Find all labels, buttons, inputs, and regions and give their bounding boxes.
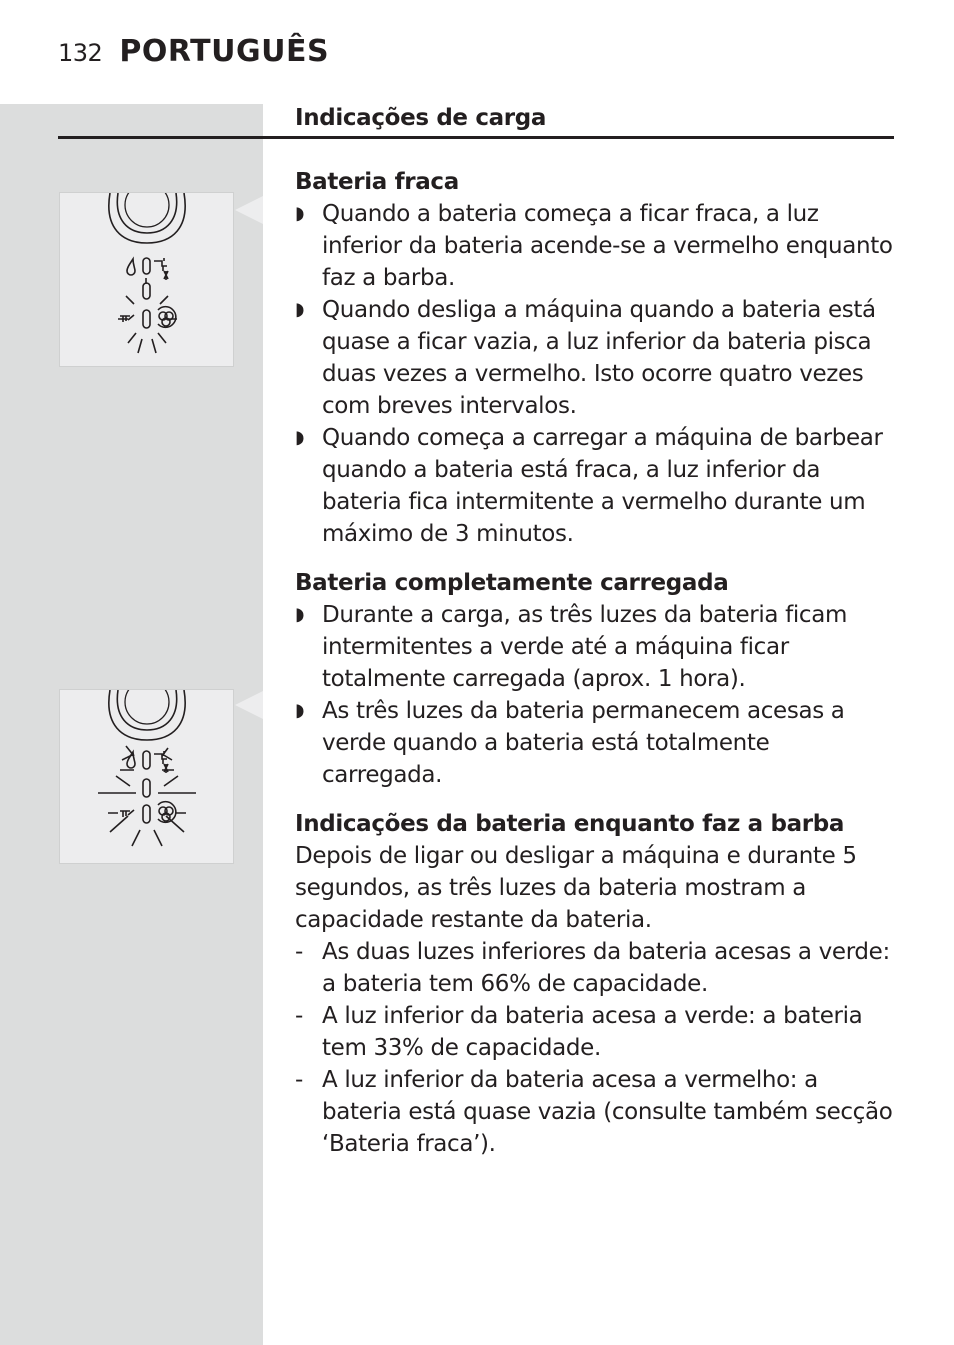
- list-item-text: As duas luzes inferiores da bateria acesas a verde: a bateria tem 66% de capacidade.: [322, 939, 890, 997]
- list-item: [295, 422, 895, 550]
- dash-marker: -: [295, 939, 303, 965]
- shaving-indication-block: [295, 808, 895, 1160]
- list-item-text: Quando desliga a máquina quando a bateria está quase a ficar vazia, a luz inferior da bateria pisca duas vezes a vermelho. Isto ocorre quatro vezes com breves intervalos.: [322, 297, 876, 419]
- full-battery-heading: Bateria completamente carregada: [295, 570, 729, 596]
- section-title: Indicações de carga: [295, 105, 547, 131]
- list-item-text: A luz inferior da bateria acesa a vermelho: a bateria está quase vazia (consulte também secção ‘Bateria fraca’).: [322, 1067, 893, 1157]
- list-item-text: Durante a carga, as três luzes da bateria ficam intermitentes a verde até a máquina ficar totalmente carregada (aprox. 1 hora).: [322, 602, 847, 692]
- shaving-indication-heading: Indicações da bateria enquanto faz a barba: [295, 811, 845, 837]
- low-battery-block: [295, 166, 895, 550]
- list-item: [295, 1000, 895, 1064]
- list-item: [295, 936, 895, 1000]
- section-rule: [58, 136, 894, 139]
- list-item-text: A luz inferior da bateria acesa a verde: a bateria tem 33% de capacidade.: [322, 1003, 863, 1061]
- shaver-display-icon: [60, 193, 235, 368]
- page-header: [58, 34, 329, 69]
- shaving-indication-intro: Depois de ligar ou desligar a máquina e durante 5 segundos, as três luzes da bateria mostram a capacidade restante da bateria.: [295, 843, 857, 933]
- bullet-marker-icon: ◗: [295, 604, 305, 625]
- list-item-text: Quando começa a carregar a máquina de barbear quando a bateria está fraca, a luz inferior da bateria fica intermitente a vermelho durante um máximo de 3 minutos.: [322, 425, 883, 547]
- language-title: PORTUGUÊS: [119, 34, 330, 69]
- illustration-pointer: [235, 196, 263, 224]
- list-item: [295, 1064, 895, 1160]
- shaver-display-icon: [60, 690, 235, 865]
- low-battery-heading: Bateria fraca: [295, 169, 459, 195]
- bullet-marker-icon: ◗: [295, 427, 305, 448]
- list-item-text: As três luzes da bateria permanecem acesas a verde quando a bateria está totalmente carregada.: [322, 698, 845, 788]
- low-battery-illustration: [59, 192, 234, 367]
- dash-marker: -: [295, 1067, 303, 1093]
- page-number: 132: [58, 39, 103, 67]
- full-battery-block: [295, 567, 895, 791]
- bullet-marker-icon: ◗: [295, 700, 305, 721]
- list-item: [295, 294, 895, 422]
- list-item: [295, 695, 895, 791]
- dash-marker: -: [295, 1003, 303, 1029]
- list-item: [295, 599, 895, 695]
- bullet-marker-icon: ◗: [295, 299, 305, 320]
- illustration-pointer: [235, 691, 263, 719]
- bullet-marker-icon: ◗: [295, 203, 305, 224]
- full-battery-illustration: [59, 689, 234, 864]
- list-item-text: Quando a bateria começa a ficar fraca, a luz inferior da bateria acende-se a vermelho enquanto faz a barba.: [322, 201, 893, 291]
- list-item: [295, 198, 895, 294]
